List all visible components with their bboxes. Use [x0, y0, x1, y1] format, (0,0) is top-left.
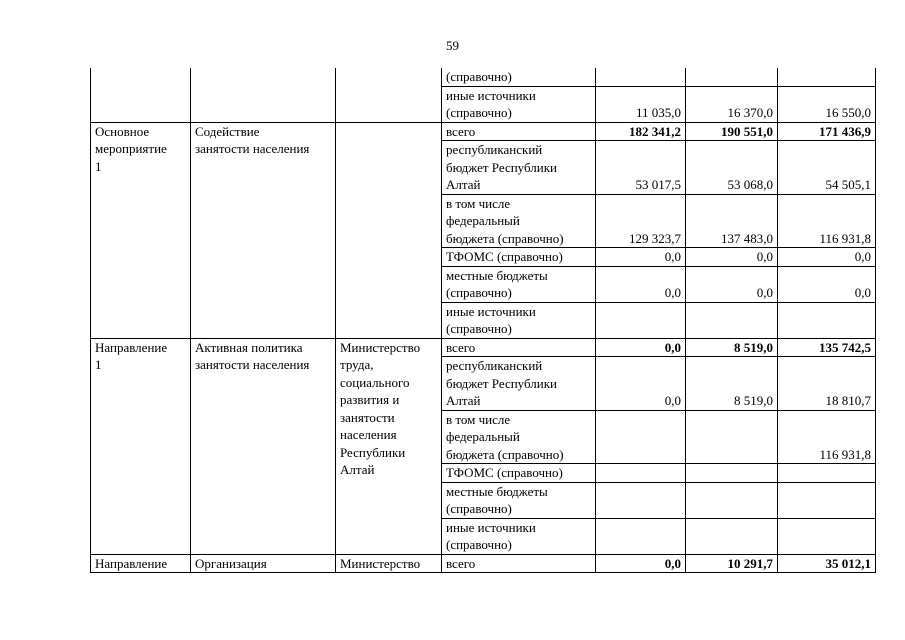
table-row — [91, 338, 876, 357]
funding-source: местные бюджеты (справочно) — [442, 266, 596, 302]
amount-cell: 171 436,9 — [778, 122, 876, 141]
funding-source: иные источники (справочно) — [442, 518, 596, 554]
funding-source: ТФОМС (справочно) — [442, 248, 596, 267]
amount-cell: 18 810,7 — [778, 357, 876, 411]
row-item-name: Направление 1 — [91, 338, 191, 554]
row-item-name — [91, 68, 191, 122]
funding-source: местные бюджеты (справочно) — [442, 482, 596, 518]
amount-cell: 0,0 — [596, 554, 686, 573]
amount-cell: 0,0 — [596, 248, 686, 267]
amount-cell — [596, 302, 686, 338]
funding-source: ТФОМС (справочно) — [442, 464, 596, 483]
amount-cell: 135 742,5 — [778, 338, 876, 357]
row-responsible — [336, 122, 442, 338]
amount-cell — [596, 482, 686, 518]
amount-cell — [686, 482, 778, 518]
amount-cell: 8 519,0 — [686, 357, 778, 411]
funding-source: (справочно) — [442, 68, 596, 86]
funding-source: в том числе федеральный бюджета (справочно) — [442, 410, 596, 464]
funding-source: республиканский бюджет Республики Алтай — [442, 141, 596, 195]
amount-cell — [686, 410, 778, 464]
amount-cell — [686, 68, 778, 86]
amount-cell: 0,0 — [596, 266, 686, 302]
funding-source: всего — [442, 338, 596, 357]
amount-cell: 190 551,0 — [686, 122, 778, 141]
funding-source: в том числе федеральный бюджета (справочно) — [442, 194, 596, 248]
funding-source: всего — [442, 554, 596, 573]
funding-source: иные источники (справочно) — [442, 86, 596, 122]
row-item-description: Содействие занятости населения — [191, 122, 336, 338]
row-responsible — [336, 68, 442, 122]
row-responsible: Министерство — [336, 554, 442, 573]
amount-cell — [778, 464, 876, 483]
amount-cell: 0,0 — [686, 266, 778, 302]
amount-cell: 16 550,0 — [778, 86, 876, 122]
row-item-name: Направление — [91, 554, 191, 573]
amount-cell — [778, 302, 876, 338]
amount-cell — [686, 302, 778, 338]
funding-source: иные источники (справочно) — [442, 302, 596, 338]
row-item-description — [191, 68, 336, 122]
amount-cell: 10 291,7 — [686, 554, 778, 573]
amount-cell: 0,0 — [596, 338, 686, 357]
amount-cell: 116 931,8 — [778, 410, 876, 464]
table-row — [91, 122, 876, 141]
row-item-description: Активная политика занятости населения — [191, 338, 336, 554]
amount-cell: 11 035,0 — [596, 86, 686, 122]
amount-cell: 54 505,1 — [778, 141, 876, 195]
row-item-description: Организация — [191, 554, 336, 573]
amount-cell: 129 323,7 — [596, 194, 686, 248]
amount-cell: 116 931,8 — [778, 194, 876, 248]
amount-cell: 0,0 — [778, 248, 876, 267]
amount-cell — [686, 518, 778, 554]
amount-cell: 35 012,1 — [778, 554, 876, 573]
amount-cell: 53 068,0 — [686, 141, 778, 195]
amount-cell — [596, 68, 686, 86]
page-number: 59 — [446, 38, 459, 53]
amount-cell — [778, 68, 876, 86]
amount-cell: 8 519,0 — [686, 338, 778, 357]
amount-cell: 53 017,5 — [596, 141, 686, 195]
row-responsible: Министерство труда, социального развития и занятости населения Республики Алтай — [336, 338, 442, 554]
amount-cell: 0,0 — [596, 357, 686, 411]
table-row — [91, 554, 876, 573]
amount-cell — [778, 482, 876, 518]
amount-cell — [596, 518, 686, 554]
amount-cell — [596, 464, 686, 483]
amount-cell — [596, 410, 686, 464]
row-item-name: Основное мероприятие 1 — [91, 122, 191, 338]
funding-source: всего — [442, 122, 596, 141]
amount-cell — [778, 518, 876, 554]
amount-cell: 16 370,0 — [686, 86, 778, 122]
amount-cell: 0,0 — [778, 266, 876, 302]
amount-cell — [686, 464, 778, 483]
budget-table — [90, 68, 876, 573]
amount-cell: 137 483,0 — [686, 194, 778, 248]
amount-cell: 182 341,2 — [596, 122, 686, 141]
amount-cell: 0,0 — [686, 248, 778, 267]
table-row — [91, 68, 876, 86]
funding-source: республиканский бюджет Республики Алтай — [442, 357, 596, 411]
